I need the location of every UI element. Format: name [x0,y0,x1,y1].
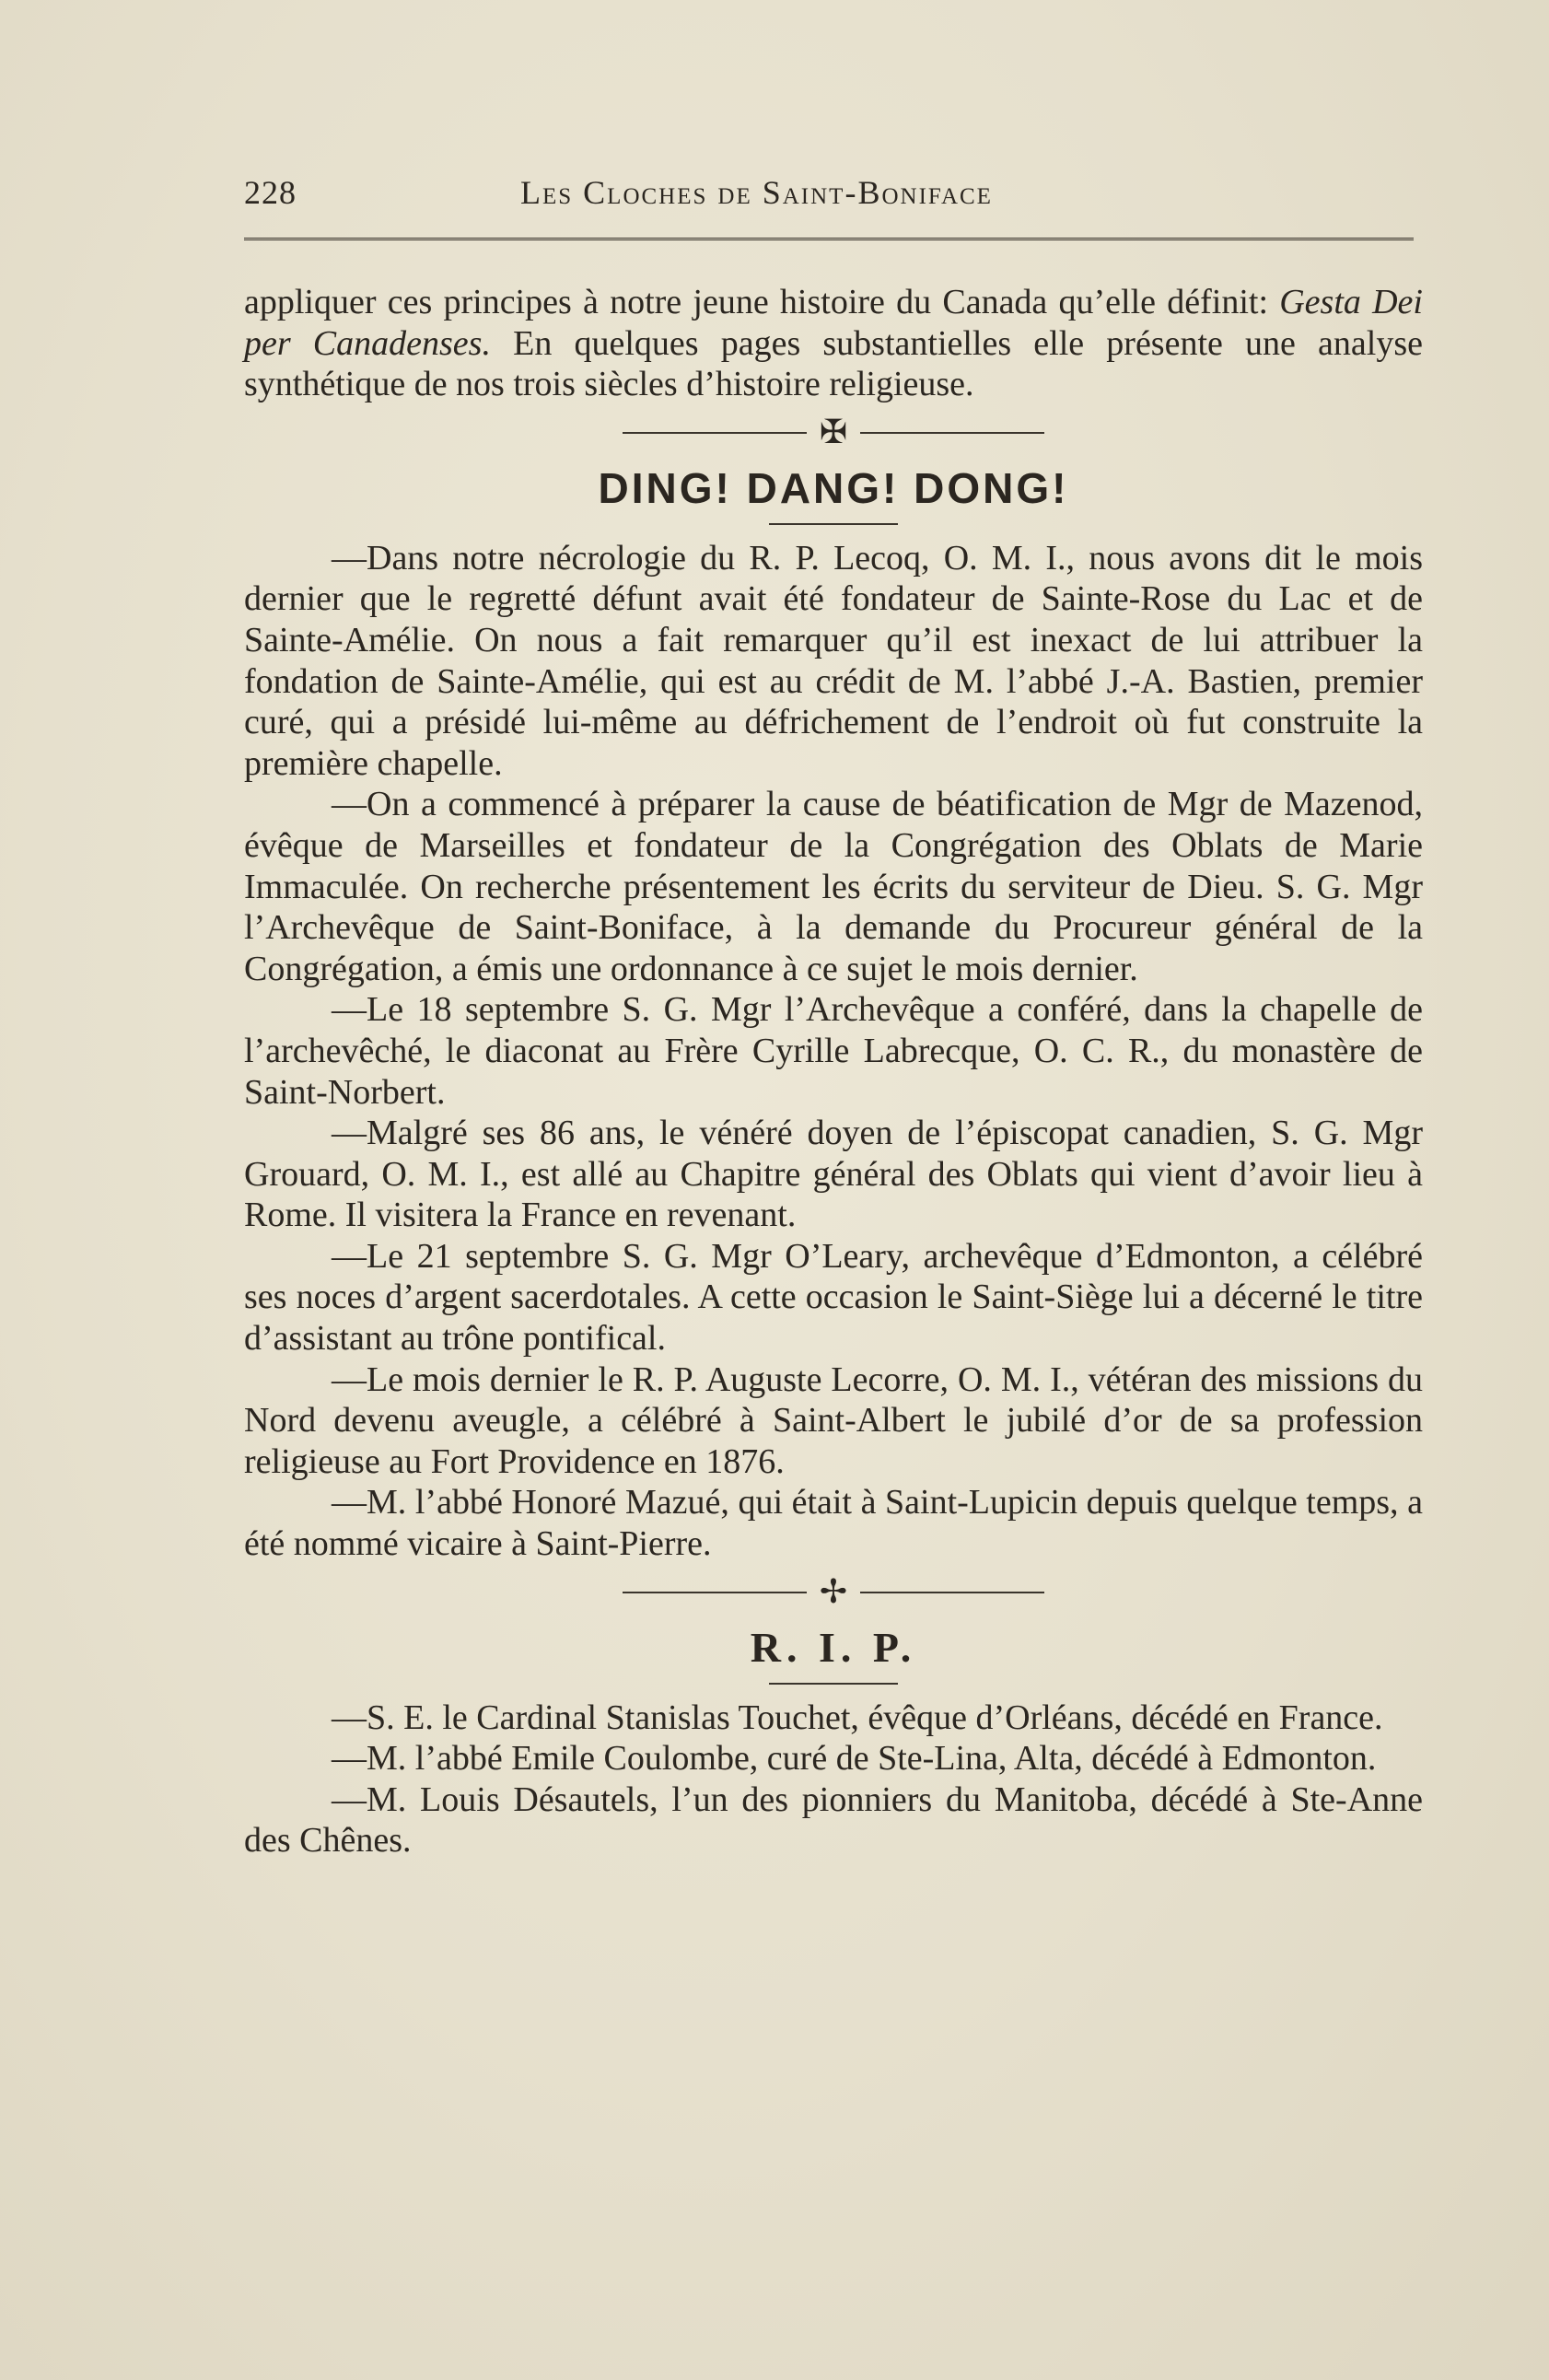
page-body [244,282,1423,1861]
running-title: Les Cloches de Saint-Boniface [520,174,993,211]
section-title-rip: R. I. P. [750,1623,917,1671]
news-paragraph: —Le 18 septembre S. G. Mgr l’Archevêque a conféré, dans la chapelle de l’archevêché, le diaconat au Frère Cyrille Labrecque, O. C. R., du monastère de Saint-Norbert. [244,990,1423,1112]
news-paragraph: —M. l’abbé Honoré Mazué, qui était à Saint-Lupicin depuis quelque temps, a été nommé vicaire à Saint-Pierre. [244,1483,1423,1564]
section-title-ding-dang-dong: DING! DANG! DONG! [598,463,1069,512]
news-paragraph: —Le 21 septembre S. G. Mgr O’Leary, archevêque d’Edmonton, a célébré ses noces d’argent sacerdotales. A cette occasion le Saint-Siège lui a décerné le titre d’assistant au trône pontifical. [244,1236,1423,1359]
page-header [244,173,1414,214]
divider-line-right [860,432,1044,434]
intro-text-after: En quelques pages substantielles elle présente une analyse synthétique de nos trois siècles d’histoire religieuse. [244,323,1423,404]
divider-line-left [623,1592,807,1593]
cross-icon: ✢ [819,1572,848,1611]
news-paragraph: —Dans notre nécrologie du R. P. Lecoq, O. M. I., nous avons dit le mois dernier que le regretté défunt avait été fondateur de Sainte-Rose du Lac et de Sainte-Amélie. On nous a fait remarquer qu’il est inexact de lui attribuer la fondation de Sainte-Amélie, qui est au crédit de M. l’abbé J.-A. Bastien, premier curé, qui a présidé lui-même au défrichement de l’endroit où fut construite la première chapelle. [244,538,1423,783]
intro-text-before: appliquer ces principes à notre jeune histoire du Canada qu’elle définit: [244,283,1280,321]
obituary-paragraph: —S. E. le Cardinal Stanislas Touchet, évêque d’Orléans, décédé en France. [332,1698,1383,1737]
maltese-cross-icon: ✠ [819,413,848,451]
news-paragraph: —Malgré ses 86 ans, le vénéré doyen de l’épiscopat canadien, S. G. Mgr Grouard, O. M. I., est allé au Chapitre général des Oblats qui vient d’avoir lieu à Rome. Il visitera la France en revenant. [244,1114,1423,1235]
obituary-paragraph: —M. Louis Désautels, l’un des pionniers du Manitoba, décédé à Ste-Anne des Chênes. [244,1779,1423,1861]
title-underline [769,523,898,525]
divider-line-right [860,1592,1044,1593]
obituary-paragraph: —M. l’abbé Emile Coulombe, curé de Ste-Lina, Alta, décédé à Edmonton. [332,1739,1377,1779]
news-paragraph: —Le mois dernier le R. P. Auguste Lecorre, O. M. I., vétéran des missions du Nord devenu aveugle, a célébré à Saint-Albert le jubilé d’or de sa profession religieuse au Fort Providence en 1876. [244,1359,1423,1481]
title-underline [769,1683,898,1685]
section-divider [244,411,1423,455]
page-number: 228 [244,174,297,211]
header-rule [244,238,1414,240]
divider-line-left [623,432,807,434]
news-paragraph: —On a commencé à préparer la cause de béatification de Mgr de Mazenod, évêque de Marseilles et fondateur de la Congrégation des Oblats de Marie Immaculée. On recherche présentement les écrits du serviteur de Dieu. S. G. Mgr l’Archevêque de Saint-Boniface, à la demande du Procureur général de la Congrégation, a émis une ordonnance à ce sujet le mois dernier. [244,785,1423,988]
intro-italic-phrase: Gesta Dei per Canadenses. [244,283,1423,363]
intro-paragraph [244,282,1423,405]
section-divider [244,1570,1423,1615]
